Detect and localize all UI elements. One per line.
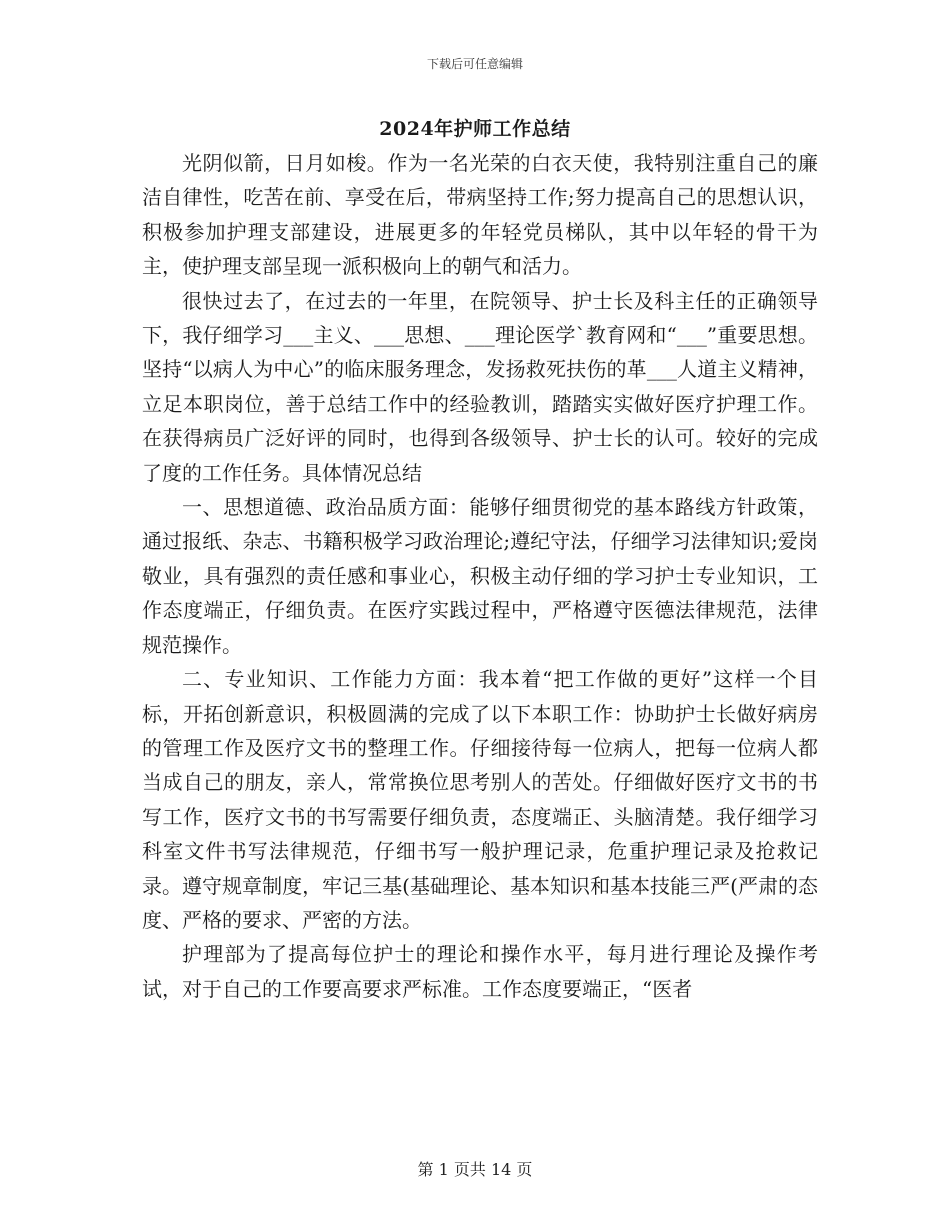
paragraph-section-two: 二、专业知识、工作能力方面：我本着“把工作做的更好”这样一个目标，开拓创新意识，积极圆满的完成了以下本职工作：协助护士长做好病房的管理工作及医疗文书的整理工作。仔细接待每一位病人，把每一位病人都当成自己的朋友，亲人，常常换位思考别人的苦处。仔细做好医疗文书的书写工作，医疗文书的书写需要仔细负责，态度端正、头脑清楚。我仔细学习科室文件书写法律规范，仔细书写一般护理记录，危重护理记录及抢救记录。遵守规章制度，牢记三基(基础理论、基本知识和基本技能三严(严肃的态度、严格的要求、严密的方法。 (142, 667, 818, 932)
paragraph-section-one: 一、思想道德、政治品质方面：能够仔细贯彻党的基本路线方针政策，通过报纸、杂志、书籍积极学习政治理论;遵纪守法，仔细学习法律知识;爱岗敬业，具有强烈的责任感和事业心，积极主动仔细的学习护士专业知识，工作态度端正，仔细负责。在医疗实践过程中，严格遵守医德法律规范，法律规范操作。 (142, 495, 818, 657)
document-title: 2024年护师工作总结 (379, 118, 571, 140)
paragraph-training: 护理部为了提高每位护士的理论和操作水平，每月进行理论及操作考试，对于自己的工作要高要求严标准。工作态度要端正，“医者 (142, 942, 818, 1001)
document-body (142, 146, 818, 1006)
page-number: 第 1 页共 14 页 (417, 1160, 533, 1179)
paragraph-intro: 光阴似箭，日月如梭。作为一名光荣的白衣天使，我特别注重自己的廉洁自律性，吃苦在前、享受在后，带病坚持工作;努力提高自己的思想认识，积极参加护理支部建设，进展更多的年轻党员梯队，其中以年轻的骨干为主，使护理支部呈现一派积极向上的朝气和活力。 (142, 151, 818, 279)
header-note: 下载后可任意编辑 (426, 57, 523, 71)
paragraph-overview: 很快过去了，在过去的一年里，在院领导、护士长及科主任的正确领导下，我仔细学习___主义、___思想、___理论医学`教育网和“___”重要思想。坚持“以病人为中心”的临床服务理念，发扬救死扶伤的革___人道主义精神，立足本职岗位，善于总结工作中的经验教训，踏踏实实做好医疗护理工作。在获得病员广泛好评的同时，也得到各级领导、护士长的认可。较好的完成了度的工作任务。具体情况总结 (142, 288, 818, 485)
